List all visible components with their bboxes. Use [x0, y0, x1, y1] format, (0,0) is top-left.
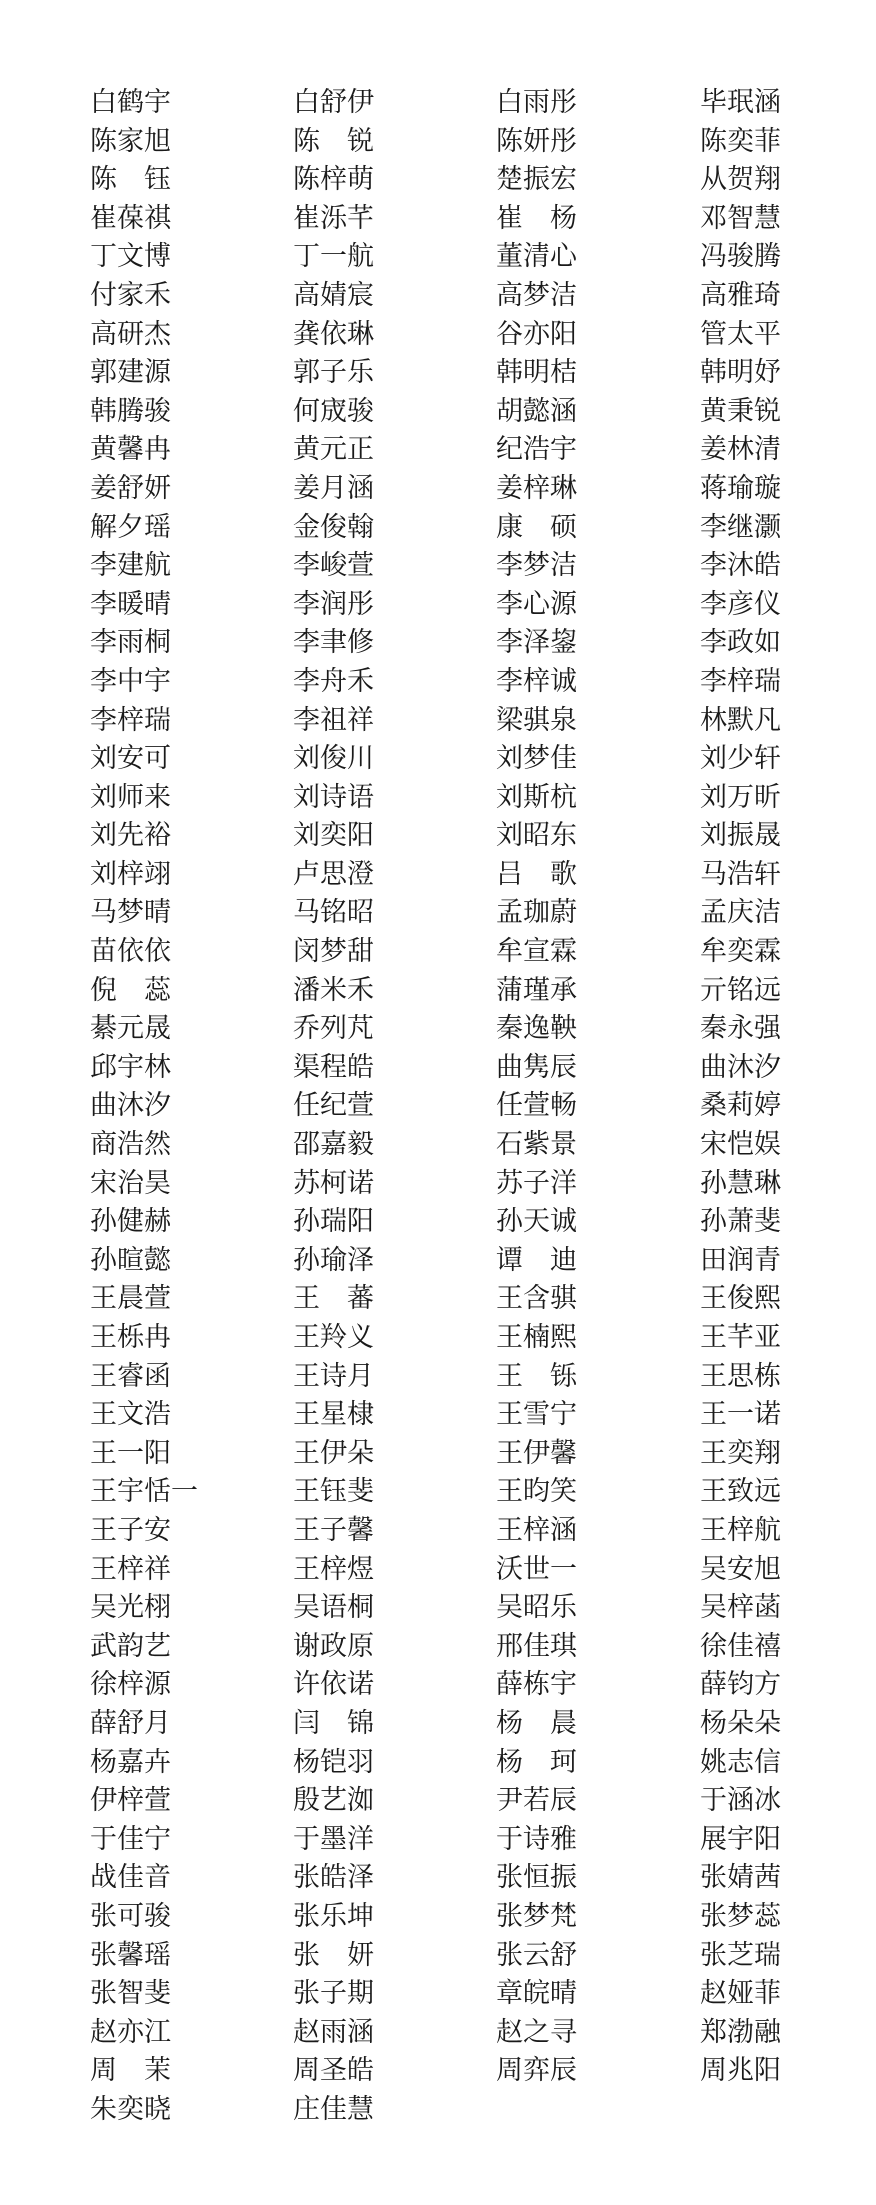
name-entry: 李梓瑞 — [700, 665, 781, 697]
name-row — [0, 817, 876, 856]
name-row — [0, 277, 876, 316]
name-entry: 丁文博 — [90, 241, 171, 273]
name-entry: 刘斯杭 — [496, 781, 577, 813]
name-entry: 于诗雅 — [496, 1823, 577, 1855]
name-entry: 李祖祥 — [293, 704, 374, 736]
name-entry: 王晨萱 — [90, 1283, 171, 1315]
name-entry: 崔 杨 — [496, 202, 577, 234]
name-entry: 张可骏 — [90, 1900, 171, 1932]
name-entry: 王芊亚 — [700, 1322, 781, 1353]
name-entry: 亓铭远 — [700, 974, 781, 1006]
name-entry: 周 茉 — [90, 2055, 171, 2087]
name-entry: 桑莉婷 — [700, 1090, 781, 1122]
name-entry: 马铭昭 — [293, 897, 374, 929]
name-entry: 李舟禾 — [293, 665, 374, 697]
name-entry: 张梦梵 — [496, 1900, 577, 1932]
name-row — [0, 393, 876, 432]
name-row — [0, 624, 876, 663]
name-entry: 刘少轩 — [700, 743, 781, 775]
name-entry: 谷亦阳 — [496, 318, 577, 350]
name-entry: 王栎冉 — [90, 1322, 171, 1353]
name-entry: 张云舒 — [496, 1939, 577, 1971]
name-entry: 陈妍彤 — [496, 125, 577, 157]
name-entry: 黄秉锐 — [700, 395, 781, 427]
name-entry: 李中宇 — [90, 665, 171, 697]
name-row — [0, 84, 876, 123]
name-row — [0, 547, 876, 586]
name-entry: 姜梓琳 — [496, 472, 577, 504]
name-entry: 王含骐 — [496, 1283, 577, 1315]
name-entry: 刘奕阳 — [293, 820, 374, 852]
name-entry: 张智斐 — [90, 1978, 171, 2010]
name-entry: 刘安可 — [90, 743, 171, 775]
name-entry: 张恒振 — [496, 1862, 577, 1894]
name-entry: 姜舒妍 — [90, 472, 171, 504]
name-row — [0, 1666, 876, 1705]
name-entry: 王睿函 — [90, 1360, 171, 1392]
name-entry: 黄馨冉 — [90, 434, 171, 466]
name-entry: 毕珉涵 — [700, 87, 781, 118]
name-entry: 李暖晴 — [90, 588, 171, 620]
name-entry: 孙天诚 — [496, 1206, 577, 1238]
name-list — [0, 84, 876, 2129]
name-entry: 王文浩 — [90, 1399, 171, 1431]
name-entry: 于墨洋 — [293, 1823, 374, 1855]
name-entry: 庄佳慧 — [293, 2093, 374, 2125]
name-entry: 姚志信 — [700, 1746, 781, 1778]
name-row — [0, 1898, 876, 1937]
name-row — [0, 1242, 876, 1281]
name-entry: 石紫景 — [496, 1129, 577, 1161]
name-entry: 孙暄懿 — [90, 1244, 171, 1276]
name-row — [0, 1512, 876, 1551]
name-entry: 孙健赫 — [90, 1206, 171, 1238]
name-entry: 高雅琦 — [700, 279, 781, 311]
name-entry: 徐佳禧 — [700, 1630, 781, 1662]
name-entry: 董清心 — [496, 241, 577, 273]
name-entry: 杨铠羽 — [293, 1746, 374, 1778]
name-entry: 白雨彤 — [496, 87, 577, 118]
name-entry: 李梓瑞 — [90, 704, 171, 736]
name-entry: 王梓祥 — [90, 1553, 171, 1585]
name-entry: 李彦仪 — [700, 588, 781, 620]
name-entry: 黄元正 — [293, 434, 374, 466]
name-entry: 梁骐泉 — [496, 704, 577, 736]
name-row — [0, 316, 876, 355]
name-entry: 王 铄 — [496, 1360, 577, 1392]
name-entry: 倪 蕊 — [90, 974, 171, 1006]
name-entry: 商浩然 — [90, 1129, 171, 1161]
name-entry: 于涵冰 — [700, 1785, 781, 1817]
name-entry: 高研杰 — [90, 318, 171, 350]
name-entry: 周兆阳 — [700, 2055, 781, 2087]
name-entry: 吕 歌 — [496, 858, 577, 890]
name-entry: 王羚义 — [293, 1322, 374, 1353]
name-entry: 苏子洋 — [496, 1167, 577, 1199]
name-row — [0, 1126, 876, 1165]
name-entry: 韩腾骏 — [90, 395, 171, 427]
name-row — [0, 1551, 876, 1590]
name-entry: 楚振宏 — [496, 164, 577, 196]
name-entry: 白舒伊 — [293, 87, 374, 118]
name-entry: 李心源 — [496, 588, 577, 620]
name-entry: 李沐皓 — [700, 550, 781, 582]
name-entry: 韩明桔 — [496, 357, 577, 389]
name-entry: 战佳音 — [90, 1862, 171, 1894]
name-entry: 邵嘉毅 — [293, 1129, 374, 1161]
name-row — [0, 972, 876, 1011]
name-entry: 伊梓萱 — [90, 1785, 171, 1817]
name-entry: 王思栋 — [700, 1360, 781, 1392]
name-entry: 李梓诚 — [496, 665, 577, 697]
name-entry: 闫 锦 — [293, 1707, 374, 1739]
name-entry: 曲沐汐 — [90, 1090, 171, 1122]
name-entry: 朱奕晓 — [90, 2093, 171, 2125]
name-row — [0, 1280, 876, 1319]
name-row — [0, 1821, 876, 1860]
name-entry: 牟宣霖 — [496, 936, 577, 968]
name-entry: 冯骏腾 — [700, 241, 781, 273]
name-entry: 王诗月 — [293, 1360, 374, 1392]
name-entry: 王钰斐 — [293, 1476, 374, 1508]
name-entry: 姜林清 — [700, 434, 781, 466]
name-entry: 付家禾 — [90, 279, 171, 311]
name-row — [0, 1628, 876, 1667]
name-entry: 蒋瑜璇 — [700, 472, 781, 504]
name-entry: 王梓涵 — [496, 1514, 577, 1546]
name-entry: 高梦洁 — [496, 279, 577, 311]
name-entry: 王梓煜 — [293, 1553, 374, 1585]
name-entry: 王俊熙 — [700, 1283, 781, 1315]
name-entry: 何宬骏 — [293, 395, 374, 427]
name-row — [0, 1744, 876, 1783]
name-entry: 薛钧方 — [700, 1669, 781, 1701]
name-entry: 潘米禾 — [293, 974, 374, 1006]
name-row — [0, 1589, 876, 1628]
name-entry: 邓智慧 — [700, 202, 781, 234]
name-entry: 王致远 — [700, 1476, 781, 1508]
name-entry: 卢思澄 — [293, 858, 374, 890]
name-entry: 张乐坤 — [293, 1900, 374, 1932]
name-entry: 丁一航 — [293, 241, 374, 273]
name-entry: 秦永强 — [700, 1013, 781, 1045]
name-entry: 张婧茜 — [700, 1862, 781, 1894]
name-entry: 孙慧琳 — [700, 1167, 781, 1199]
name-entry: 乔列芃 — [293, 1013, 374, 1045]
name-row — [0, 470, 876, 509]
name-row — [0, 894, 876, 933]
name-entry: 李继灏 — [700, 511, 781, 543]
name-entry: 孟珈蔚 — [496, 897, 577, 929]
name-entry: 张子期 — [293, 1978, 374, 2010]
name-entry: 从贺翔 — [700, 164, 781, 196]
name-entry: 王星棣 — [293, 1399, 374, 1431]
name-entry: 李润彤 — [293, 588, 374, 620]
name-row — [0, 1975, 876, 2014]
name-entry: 许依诺 — [293, 1669, 374, 1701]
name-entry: 邱宇林 — [90, 1051, 171, 1083]
name-entry: 王昀笑 — [496, 1476, 577, 1508]
name-entry: 崔泺芊 — [293, 202, 374, 234]
name-entry: 陈家旭 — [90, 125, 171, 157]
name-entry: 王雪宁 — [496, 1399, 577, 1431]
name-row — [0, 1473, 876, 1512]
name-entry: 张芝瑞 — [700, 1939, 781, 1971]
name-entry: 李梦洁 — [496, 550, 577, 582]
name-row — [0, 1358, 876, 1397]
name-row — [0, 431, 876, 470]
name-entry: 马梦晴 — [90, 897, 171, 929]
name-entry: 徐梓源 — [90, 1669, 171, 1701]
name-entry: 武韵艺 — [90, 1630, 171, 1662]
name-row — [0, 509, 876, 548]
name-entry: 王一诺 — [700, 1399, 781, 1431]
name-entry: 刘振晟 — [700, 820, 781, 852]
name-entry: 田润青 — [700, 1244, 781, 1276]
name-entry: 吴安旭 — [700, 1553, 781, 1585]
name-entry: 宋恺娱 — [700, 1129, 781, 1161]
name-entry: 展宇阳 — [700, 1823, 781, 1855]
name-entry: 于佳宁 — [90, 1823, 171, 1855]
name-entry: 杨 晨 — [496, 1707, 577, 1739]
name-entry: 吴语桐 — [293, 1592, 374, 1624]
name-row — [0, 1435, 876, 1474]
name-entry: 綦元晟 — [90, 1013, 171, 1045]
name-entry: 王伊朵 — [293, 1437, 374, 1469]
name-entry: 李政如 — [700, 627, 781, 659]
name-entry: 刘俊川 — [293, 743, 374, 775]
name-row — [0, 1705, 876, 1744]
name-entry: 解夕瑶 — [90, 511, 171, 543]
name-entry: 李聿修 — [293, 627, 374, 659]
name-entry: 刘先裕 — [90, 820, 171, 852]
name-row — [0, 779, 876, 818]
name-entry: 宋治昊 — [90, 1167, 171, 1199]
name-entry: 高婧宸 — [293, 279, 374, 311]
name-entry: 王楠熙 — [496, 1322, 577, 1353]
name-entry: 李雨桐 — [90, 627, 171, 659]
name-entry: 孙瑜泽 — [293, 1244, 374, 1276]
name-entry: 蒲瑾承 — [496, 974, 577, 1006]
name-row — [0, 123, 876, 162]
name-entry: 周弈辰 — [496, 2055, 577, 2087]
name-entry: 杨朵朵 — [700, 1707, 781, 1739]
name-entry: 曲隽辰 — [496, 1051, 577, 1083]
name-row — [0, 354, 876, 393]
name-entry: 闵梦甜 — [293, 936, 374, 968]
name-entry: 尹若辰 — [496, 1785, 577, 1817]
name-row — [0, 663, 876, 702]
name-entry: 赵之寻 — [496, 2016, 577, 2048]
name-entry: 郭子乐 — [293, 357, 374, 389]
name-entry: 纪浩宇 — [496, 434, 577, 466]
name-entry: 刘梓翊 — [90, 858, 171, 890]
name-entry: 王宇恬一 — [90, 1476, 198, 1508]
name-entry: 任萱畅 — [496, 1090, 577, 1122]
name-entry: 崔葆祺 — [90, 202, 171, 234]
name-entry: 李峻萱 — [293, 550, 374, 582]
name-entry: 李建航 — [90, 550, 171, 582]
name-row — [0, 740, 876, 779]
name-entry: 周圣皓 — [293, 2055, 374, 2087]
name-row — [0, 2014, 876, 2053]
name-entry: 龚依琳 — [293, 318, 374, 350]
name-entry: 谢政原 — [293, 1630, 374, 1662]
name-row — [0, 200, 876, 239]
name-entry: 管太平 — [700, 318, 781, 350]
name-entry: 张馨瑶 — [90, 1939, 171, 1971]
name-entry: 李泽鋆 — [496, 627, 577, 659]
name-entry: 谭 迪 — [496, 1244, 577, 1276]
name-entry: 陈 钰 — [90, 164, 171, 196]
name-entry: 胡懿涵 — [496, 395, 577, 427]
name-entry: 吴昭乐 — [496, 1592, 577, 1624]
name-entry: 吴梓菡 — [700, 1592, 781, 1624]
name-entry: 张梦蕊 — [700, 1900, 781, 1932]
name-entry: 韩明妤 — [700, 357, 781, 389]
name-entry: 郭建源 — [90, 357, 171, 389]
name-entry: 吴光栩 — [90, 1592, 171, 1624]
name-entry: 王子安 — [90, 1514, 171, 1546]
name-entry: 张 妍 — [293, 1939, 374, 1971]
name-entry: 白鹤宇 — [90, 87, 171, 118]
name-entry: 王 蕃 — [293, 1283, 374, 1315]
name-entry: 赵雨涵 — [293, 2016, 374, 2048]
name-entry: 王子馨 — [293, 1514, 374, 1546]
name-entry: 刘师来 — [90, 781, 171, 813]
name-entry: 金俊翰 — [293, 511, 374, 543]
name-entry: 康 硕 — [496, 511, 577, 543]
name-entry: 沃世一 — [496, 1553, 577, 1585]
name-row — [0, 1087, 876, 1126]
name-row — [0, 1319, 876, 1358]
name-entry: 任纪萱 — [293, 1090, 374, 1122]
name-entry: 牟奕霖 — [700, 936, 781, 968]
name-entry: 苏柯诺 — [293, 1167, 374, 1199]
name-row — [0, 1010, 876, 1049]
name-entry: 张皓泽 — [293, 1862, 374, 1894]
name-entry: 邢佳琪 — [496, 1630, 577, 1662]
name-entry: 孟庆洁 — [700, 897, 781, 929]
name-row — [0, 238, 876, 277]
name-row — [0, 1782, 876, 1821]
name-entry: 刘诗语 — [293, 781, 374, 813]
name-entry: 马浩轩 — [700, 858, 781, 890]
name-entry: 薛栋宇 — [496, 1669, 577, 1701]
name-entry: 王伊馨 — [496, 1437, 577, 1469]
name-row — [0, 933, 876, 972]
name-entry: 杨嘉卉 — [90, 1746, 171, 1778]
name-entry: 薛舒月 — [90, 1707, 171, 1739]
name-entry: 渠程皓 — [293, 1051, 374, 1083]
name-entry: 刘梦佳 — [496, 743, 577, 775]
name-entry: 刘昭东 — [496, 820, 577, 852]
name-entry: 赵亦江 — [90, 2016, 171, 2048]
name-row — [0, 1937, 876, 1976]
name-row — [0, 1203, 876, 1242]
name-row — [0, 702, 876, 741]
name-entry: 孙瑞阳 — [293, 1206, 374, 1238]
name-entry: 秦逸鞅 — [496, 1013, 577, 1045]
name-row — [0, 161, 876, 200]
name-entry: 郑渤融 — [700, 2016, 781, 2048]
name-row — [0, 856, 876, 895]
name-entry: 陈奕菲 — [700, 125, 781, 157]
name-row — [0, 1396, 876, 1435]
name-entry: 林默凡 — [700, 704, 781, 736]
name-entry: 章皖晴 — [496, 1978, 577, 2010]
name-entry: 赵娅菲 — [700, 1978, 781, 2010]
name-entry: 王一阳 — [90, 1437, 171, 1469]
name-entry: 姜月涵 — [293, 472, 374, 504]
name-entry: 陈梓萌 — [293, 164, 374, 196]
name-entry: 杨 珂 — [496, 1746, 577, 1778]
name-entry: 殷艺洳 — [293, 1785, 374, 1817]
name-row — [0, 1049, 876, 1088]
name-entry: 苗依依 — [90, 936, 171, 968]
name-entry: 王梓航 — [700, 1514, 781, 1546]
name-row — [0, 2052, 876, 2091]
name-entry: 刘万昕 — [700, 781, 781, 813]
name-row — [0, 2091, 876, 2130]
name-row — [0, 1859, 876, 1898]
name-entry: 曲沐汐 — [700, 1051, 781, 1083]
name-row — [0, 1165, 876, 1204]
name-entry: 陈 锐 — [293, 125, 374, 157]
name-entry: 王奕翔 — [700, 1437, 781, 1469]
name-row — [0, 586, 876, 625]
name-entry: 孙萧斐 — [700, 1206, 781, 1238]
